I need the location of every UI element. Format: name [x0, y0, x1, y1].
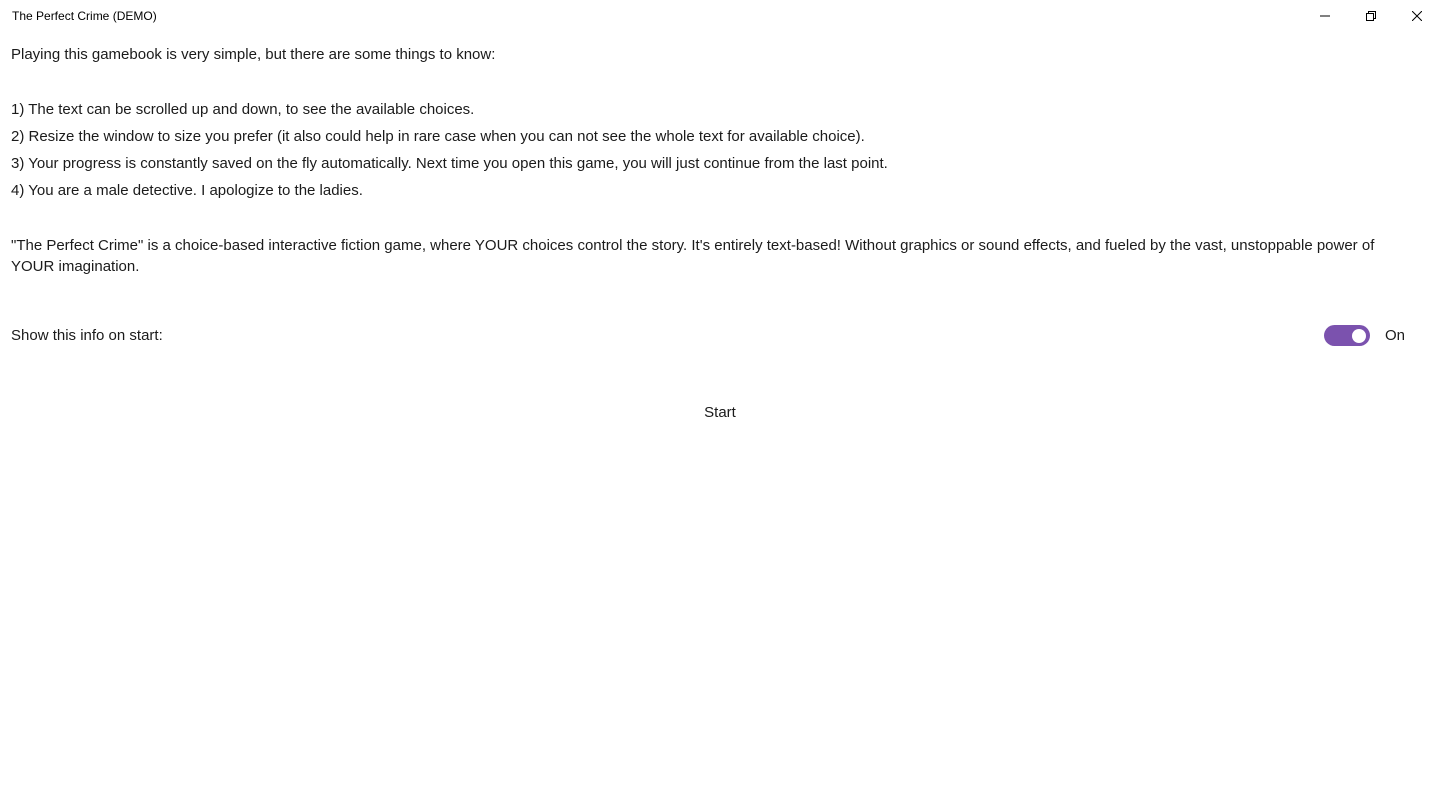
caption-buttons	[1302, 0, 1440, 32]
show-info-toggle[interactable]	[1324, 325, 1370, 346]
toggle-knob	[1352, 329, 1366, 343]
rule-item-2: 2) Resize the window to size you prefer (it also could help in rare case when you can not see the whole text for available choice).	[11, 128, 865, 145]
show-info-setting-row	[11, 325, 1429, 346]
rules-list	[11, 99, 1429, 201]
minimize-icon	[1320, 11, 1330, 21]
window-title: The Perfect Crime (DEMO)	[12, 9, 157, 23]
close-icon	[1412, 11, 1422, 21]
rule-item-3: 3) Your progress is constantly saved on the fly automatically. Next time you open this game, you will just continue from the last point.	[11, 155, 888, 172]
start-button[interactable]: Start	[694, 400, 746, 425]
close-button[interactable]	[1394, 0, 1440, 32]
show-info-label: Show this info on start:	[11, 327, 163, 344]
rule-item-1: 1) The text can be scrolled up and down, to see the available choices.	[11, 101, 475, 118]
game-description: "The Perfect Crime" is a choice-based interactive fiction game, where YOUR choices control the story. It's entirely text-based! Without graphics or sound effects, and fueled by the vast, unstoppable power of YOUR imagination.	[11, 237, 1375, 275]
toggle-state-label: On	[1384, 327, 1405, 344]
rule-item-4: 4) You are a male detective. I apologize to the ladies.	[11, 182, 363, 199]
start-row	[11, 400, 1429, 425]
restore-down-button[interactable]	[1348, 0, 1394, 32]
game-intro-content	[0, 32, 1440, 425]
minimize-button[interactable]	[1302, 0, 1348, 32]
intro-text: Playing this gamebook is very simple, but there are some things to know:	[11, 46, 496, 63]
restore-down-icon	[1366, 11, 1376, 21]
titlebar	[0, 0, 1440, 32]
